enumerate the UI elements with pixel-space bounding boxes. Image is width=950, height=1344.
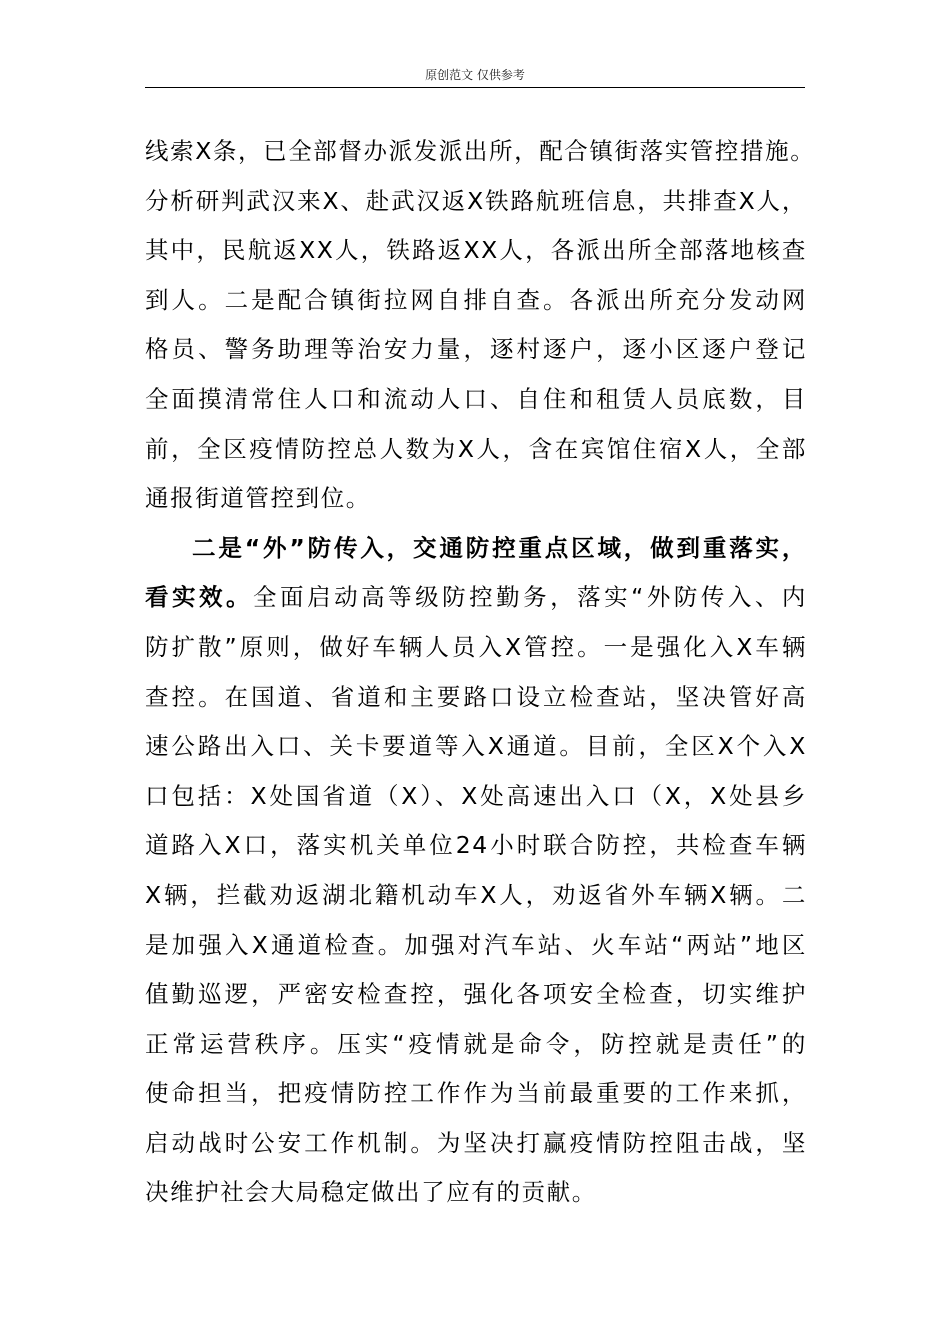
text-line: 使命担当，把疫情防控工作作为当前最重要的工作来抓， [145, 1079, 807, 1108]
paragraph-2 [145, 524, 807, 1218]
document-body [145, 127, 816, 1218]
text-line: 是加强入X通道检查。加强对汽车站、火车站“两站”地区 [145, 930, 807, 959]
paragraph-heading-end: 看实效。 [145, 583, 254, 612]
text-line: 决维护社会大局稳定做出了应有的贡献。 [145, 1178, 597, 1207]
text-line: X辆，拦截劝返湖北籍机动车X人，劝返省外车辆X辆。二 [145, 880, 807, 909]
header-rule [145, 87, 805, 88]
text-line: 线索X条，已全部督办派发派出所，配合镇街落实管控措施。 [145, 137, 816, 165]
text-line [145, 573, 807, 623]
paragraph-heading: 二是“外”防传入，交通防控重点区域，做到重落实， [192, 533, 807, 562]
text-line: 到人。二是配合镇街拉网自排自查。各派出所充分发动网 [145, 285, 807, 314]
text-line: 口包括：X处国省道（X）、X处高速出入口（X，X处县乡 [145, 781, 807, 810]
text-line: 全面摸清常住人口和流动人口、自住和租赁人员底数，目 [145, 384, 807, 413]
page-header: 原创范文 仅供参考 [425, 68, 525, 82]
text-line: 启动战时公安工作机制。为坚决打赢疫情防控阻击战，坚 [145, 1128, 807, 1157]
text-line: 格员、警务助理等治安力量，逐村逐户，逐小区逐户登记 [145, 335, 807, 364]
text-line: 正常运营秩序。压实“疫情就是命令，防控就是责任”的 [145, 1029, 807, 1058]
text-line: 分析研判武汉来X、赴武汉返X铁路航班信息，共排查X人， [145, 186, 807, 215]
paragraph-1 [145, 127, 816, 524]
text-line: 道路入X口，落实机关单位24小时联合防控，共检查车辆 [145, 831, 807, 860]
text-line: 值勤巡逻，严密安检查控，强化各项安全检查，切实维护 [145, 980, 807, 1009]
text-line: 其中，民航返XX人，铁路返XX人，各派出所全部落地核查 [145, 236, 807, 265]
text-line: 防扩散”原则，做好车辆人员入X管控。一是强化入X车辆 [145, 632, 807, 661]
text-line: 查控。在国道、省道和主要路口设立检查站，坚决管好高 [145, 682, 807, 711]
text-line: 通报街道管控到位。 [145, 484, 371, 513]
text-line: 速公路出入口、关卡要道等入X通道。目前，全区X个入X [145, 732, 807, 761]
text-span: 全面启动高等级防控勤务，落实“外防传入、内 [253, 583, 807, 612]
text-line: 前，全区疫情防控总人数为X人，含在宾馆住宿X人，全部 [145, 434, 807, 463]
